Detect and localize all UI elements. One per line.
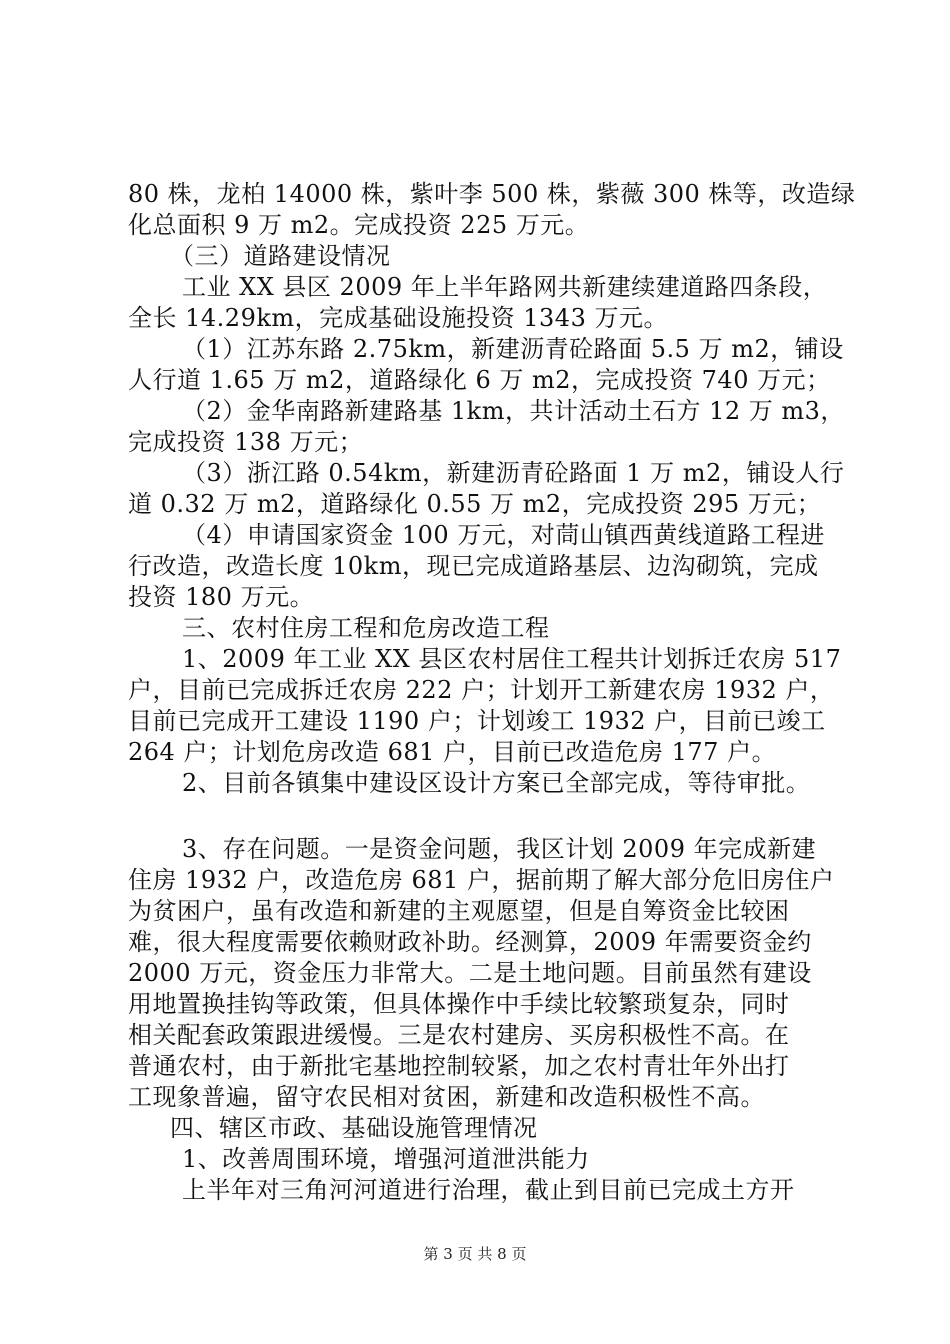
text-line: 工现象普遍，留守农民相对贫困，新建和改造积极性不高。 xyxy=(128,1083,765,1111)
text-line: 264 户；计划危房改造 681 户，目前已改造危房 177 户。 xyxy=(128,738,777,766)
text-line: 80 株，龙柏 14000 株，紫叶李 500 株，紫薇 300 株等，改造绿 xyxy=(128,180,856,208)
text-line: 户，目前已完成拆迁农房 222 户；计划开工新建农房 1932 户， xyxy=(128,676,835,704)
text-line: 全长 14.29km，完成基础设施投资 1343 万元。 xyxy=(128,304,668,332)
text-line: 道 0.32 万 m2，道路绿化 0.55 万 m2，完成投资 295 万元； xyxy=(128,490,822,518)
text-line: 为贫困户，虽有改造和新建的主观愿望，但是自筹资金比较困 xyxy=(128,897,790,925)
page-number: 第 3 页 共 8 页 xyxy=(423,1245,527,1263)
text-line: 人行道 1.65 万 m2，道路绿化 6 万 m2，完成投资 740 万元； xyxy=(128,366,831,394)
section-heading: 三、农村住房工程和危房改造工程 xyxy=(182,614,550,642)
text-line: 2、目前各镇集中建设区设计方案已全部完成，等待审批。 xyxy=(182,769,811,797)
text-line: 难，很大程度需要依赖财政补助。经测算，2009 年需要资金约 xyxy=(128,928,812,956)
text-line: （2）金华南路新建路基 1km，共计活动土石方 12 万 m3， xyxy=(182,397,845,425)
text-line: （1）江苏东路 2.75km，新建沥青砼路面 5.5 万 m2，铺设 xyxy=(182,335,844,363)
text-line: 用地置换挂钩等政策，但具体操作中手续比较繁琐复杂，同时 xyxy=(128,990,790,1018)
text-line: 住房 1932 户，改造危房 681 户，据前期了解大部分危旧房住户 xyxy=(128,866,835,894)
section-heading: （三）道路建设情况 xyxy=(170,242,391,270)
text-line: 上半年对三角河河道进行治理，截止到目前已完成土方开 xyxy=(182,1176,795,1204)
text-line: 投资 180 万元。 xyxy=(128,583,315,611)
text-line: 相关配套政策跟进缓慢。三是农村建房、买房积极性不高。在 xyxy=(128,1021,790,1049)
text-line: 目前已完成开工建设 1190 户；计划竣工 1932 户，目前已竣工 xyxy=(128,707,826,735)
text-line: 行改造，改造长度 10km，现已完成道路基层、边沟砌筑，完成 xyxy=(128,552,819,580)
section-heading: 四、辖区市政、基础设施管理情况 xyxy=(170,1114,538,1142)
text-line: 完成投资 138 万元； xyxy=(128,428,364,456)
text-line: 2000 万元，资金压力非常大。二是土地问题。目前虽然有建设 xyxy=(128,959,812,987)
text-line: （4）申请国家资金 100 万元，对茼山镇西黄线道路工程进 xyxy=(182,521,825,549)
text-line: 工业 XX 县区 2009 年上半年路网共新建续建道路四条段， xyxy=(182,273,828,301)
text-line: 1、改善周围环境，增强河道泄洪能力 xyxy=(182,1145,590,1173)
text-line: 化总面积 9 万 m2。完成投资 225 万元。 xyxy=(128,211,590,239)
text-line: （3）浙江路 0.54km，新建沥青砼路面 1 万 m2，铺设人行 xyxy=(182,459,845,487)
text-line: 1、2009 年工业 XX 县区农村居住工程共计划拆迁农房 517 xyxy=(182,645,842,673)
text-line: 3、存在问题。一是资金问题，我区计划 2009 年完成新建 xyxy=(182,835,817,863)
text-line: 普通农村，由于新批宅基地控制较紧，加之农村青壮年外出打 xyxy=(128,1052,790,1080)
